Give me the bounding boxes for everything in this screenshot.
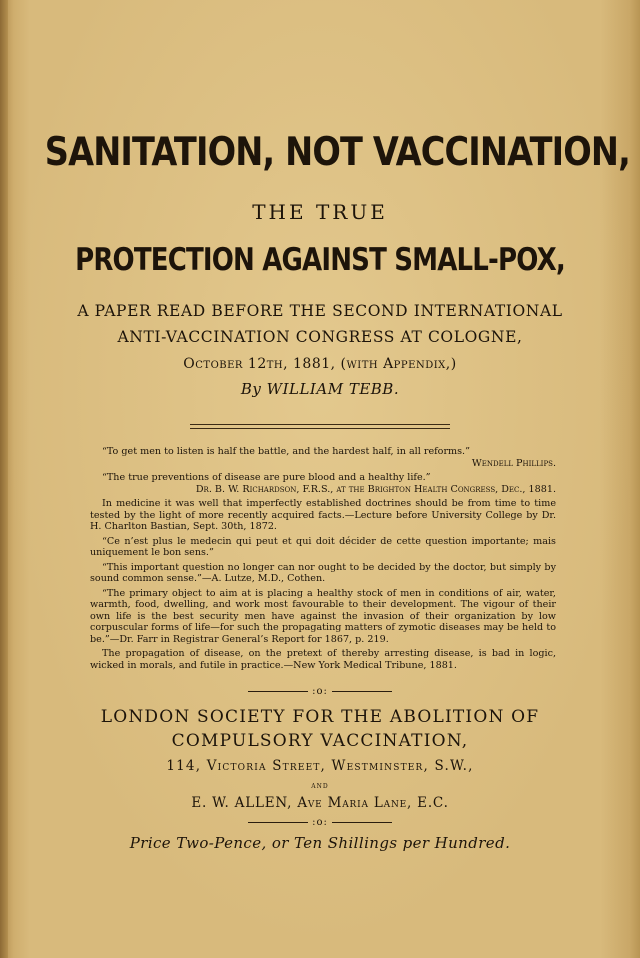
and-word: and	[311, 781, 329, 790]
subtitle: PROTECTION AGAINST SMALL-POX,	[75, 242, 565, 278]
quote-text: “The true preventions of disease are pure blood and a healthy life.”	[102, 472, 431, 483]
publisher-agent: E. W. ALLEN, Ave Maria Lane, E.C.	[191, 795, 449, 811]
title-connector: THE TRUE	[252, 200, 388, 224]
quote	[90, 588, 556, 646]
paper-date: October 12th, 1881, (with Appendix,)	[183, 356, 457, 372]
quote-text: The propagation of disease, on the pretext of thereby arresting disease, is bad in logic, wicked in morals, and futile in practice.—New York Medical Tribune, 1881.	[90, 648, 556, 671]
paper-description-line-1: A PAPER READ BEFORE THE SECOND INTERNATIONAL	[77, 302, 563, 320]
quote-source: Wendell Phillips.	[471, 457, 556, 469]
paper-description-line-2: ANTI-VACCINATION CONGRESS AT COLOGNE,	[117, 328, 523, 346]
quote-source: Dr. B. W. Richardson, F.R.S., at the Brighton Health Congress, Dec., 1881.	[195, 483, 556, 495]
section-divider	[0, 817, 640, 828]
quote-text: “The primary object to aim at is placing a healthy stock of men in conditions of air, water, warmth, food, dwelling, and work most favourable to their development. The vigour of their own life is the best security men have against the invasion of their organization by low corpuscular forms of life—for such the propagating matters of zymotic diseases may be held to be.”—Dr. Farr in Registrar General’s Report for 1867, p. 219.	[90, 587, 556, 645]
author-line: By WILLIAM TEBB.	[240, 380, 400, 398]
divider-mark: :o:	[312, 817, 328, 828]
divider-mark: :o:	[312, 686, 328, 697]
quote-text: In medicine it was well that imperfectly established doctrines should be from time to time tested by the light of more recently acquired facts.—Lecture before University College by Dr. H. Charlton Bastian, Sept. 30th, 1872.	[90, 498, 556, 532]
quote-text: “To get men to listen is half the battle, and the hardest half, in all reforms.”	[102, 446, 471, 457]
divider-line	[332, 822, 392, 823]
publisher-line-2: COMPULSORY VACCINATION,	[171, 731, 469, 751]
publisher-address: 114, Victoria Street, Westminster, S.W.,	[166, 758, 474, 774]
binding-edge	[0, 0, 8, 958]
double-rule	[190, 424, 450, 429]
epigraph-quotes	[90, 446, 556, 674]
quote-text: “Ce n’est plus le medecin qui peut et qui doit décider de cette question importante; mais uniquement le bon sens.”	[90, 535, 556, 558]
divider-line	[248, 691, 308, 692]
quote	[90, 446, 556, 469]
price-line: Price Two-Pence, or Ten Shillings per Hundred.	[129, 834, 511, 852]
quote	[90, 648, 556, 671]
publisher-line-1: LONDON SOCIETY FOR THE ABOLITION OF	[100, 707, 540, 727]
main-title: SANITATION, NOT VACCINATION,	[44, 130, 630, 175]
divider-line	[248, 822, 308, 823]
quote	[90, 562, 556, 585]
divider-line	[332, 691, 392, 692]
quote	[90, 498, 556, 533]
quote	[90, 472, 556, 495]
section-divider	[0, 686, 640, 697]
quote-text: “This important question no longer can nor ought to be decided by the doctor, but simply by sound common sense.”—A. Lutze, M.D., Cothen.	[90, 561, 556, 584]
quote	[90, 536, 556, 559]
